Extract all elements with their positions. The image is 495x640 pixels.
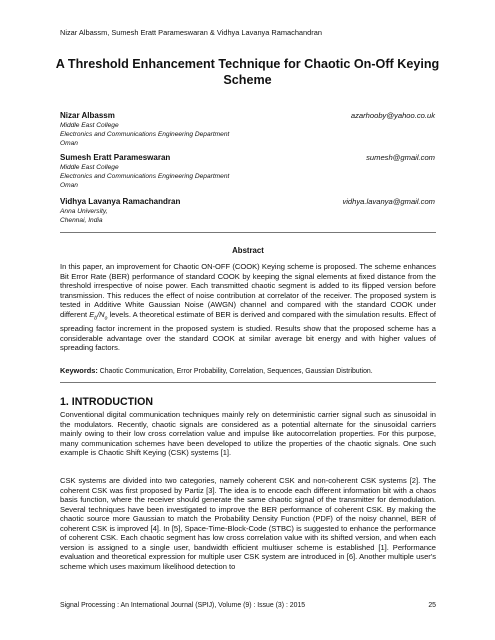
author-affiliation: Anna University,: [60, 208, 108, 215]
section-heading: 1. INTRODUCTION: [60, 396, 153, 408]
paper-title: A Threshold Enhancement Technique for Chaotic On-Off Keying Scheme: [55, 57, 440, 87]
author-affiliation: Middle East College: [60, 122, 119, 129]
author-block: [60, 197, 435, 225]
ebno-symbol: $E_b/N_o$: [89, 309, 108, 322]
author-affiliation: Oman: [60, 140, 78, 147]
author-name: Vidhya Lavanya Ramachandran: [60, 197, 181, 206]
author-affiliation: Chennai, India: [60, 217, 103, 224]
keywords-list: Chaotic Communication, Error Probability, Correlation, Sequences, Gaussian Distribution.: [99, 368, 373, 375]
journal-citation: Signal Processing : An International Journal (SPIJ), Volume (9) : Issue (3) : 2015: [60, 602, 306, 609]
page-footer: [60, 602, 436, 609]
divider: [60, 232, 436, 233]
author-affiliation: Electronics and Communications Engineering Department: [60, 131, 230, 138]
author-name: Nizar Albassm: [60, 111, 115, 120]
running-head: Nizar Albassm, Sumesh Eratt Parameswaran & Vidhya Lavanya Ramachandran: [60, 28, 322, 37]
author-email: vidhya.lavanya@gmail.com: [342, 197, 435, 206]
author-email: sumesh@gmail.com: [366, 153, 435, 162]
keywords-label: Keywords:: [60, 366, 98, 375]
keywords: [60, 366, 436, 376]
abstract-text-part: levels. A theoretical estimate of BER is derived and compared with the simulation results. Effect of spreading factor increment in the proposed system is studied. Results show that the proposed scheme has a considerable advantage over the standard COOK at similar average bit energy and with higher values of spreading factors.: [60, 309, 436, 353]
author-email: azarhooby@yahoo.co.uk: [350, 111, 435, 120]
author-affiliation: Oman: [60, 182, 78, 189]
author-block: [60, 111, 435, 148]
author-block: [60, 153, 435, 190]
author-name: Sumesh Eratt Parameswaran: [60, 153, 171, 162]
abstract-heading: Abstract: [232, 246, 264, 255]
author-affiliation: Middle East College: [60, 164, 119, 171]
paragraph: Conventional digital communication techniques mainly rely on deterministic carrier signal such as sinusoidal in the modulators. Recently, chaotic signals are considered as a potential alternate for the sinusoidal carriers mainly owing to their low cross correlation value and impulse like autocorrelation properties. For this purpose, many communication schemes have been developed to utilize the properties of the chaotic signals. One such example is Chaotic Shift Keying (CSK) systems [1].: [60, 410, 436, 458]
paragraph: CSK systems are divided into two categories, namely coherent CSK and non-coherent CSK systems [2]. The coherent CSK was first proposed by Partiz [3]. The idea is to encode each different information bit with a chaos basis function, where the receiver should generate the same chaotic signal of the transmitter for demodulation. Several techniques have been investigated to improve the BER performance of coherent CSK. By making the chaotic source more Gaussian to match the Probability Density Function (PDF) of the noisy channel, BER of coherent CSK is improved [4]. In [5], Space-Time-Block-Code (STBC) is suggested to enhance the performance of coherent CSK. Each chaotic segment has low cross correlation value with its shifted version, and when each version is assigned to a single user, bandwidth efficient multiuser scheme is established [1]. Performance evaluation and theoretical expression for multiple user CSK system are introduced in [6]. Another multiple user's scheme which uses maximum likelihood detection to: [60, 476, 436, 571]
abstract-text: [60, 262, 436, 353]
abstract-text-part: In this paper, an improvement for Chaotic ON-OFF (COOK) Keying scheme is proposed. The scheme enhances Bit Error Rate (BER) performance of standard COOK by keeping the signal elements at fixed distance from the threshold irrespective of noise power. Each transmitted chaotic segment is added to its flipped version before transmission. This reduces the effect of noise contribution at correlator of the receiver. The proposed system is tested in Additive White Gaussian Noise (AWGN) channel and compared with the standard COOK under different: [60, 262, 436, 319]
author-affiliation: Electronics and Communications Engineering Department: [60, 173, 230, 180]
divider: [60, 382, 436, 383]
page-number: 25: [428, 602, 436, 609]
